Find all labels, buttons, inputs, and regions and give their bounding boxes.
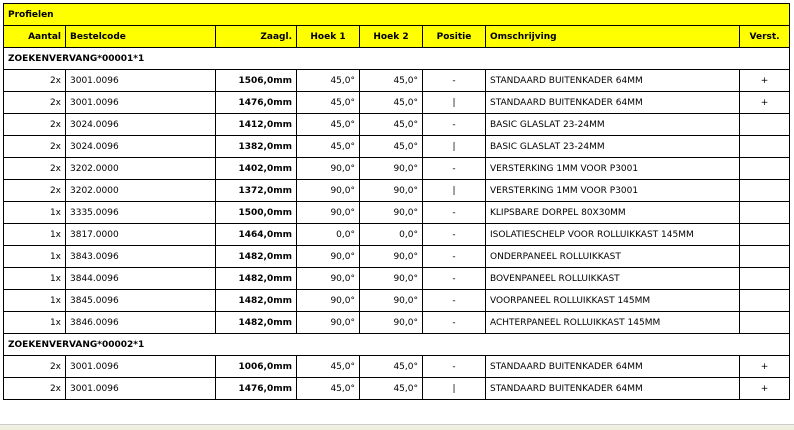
cell-positie: - [423,312,486,334]
cell-positie: - [423,158,486,180]
cell-omschrijving: STANDAARD BUITENKADER 64MM [486,356,740,378]
cell-hoek2: 90,0° [360,268,423,290]
cell-hoek2: 90,0° [360,180,423,202]
cell-versterking: + [740,356,790,378]
table-row[interactable] [4,246,790,268]
cell-hoek1: 45,0° [297,378,360,400]
cell-hoek1: 90,0° [297,290,360,312]
cell-positie: | [423,92,486,114]
cell-positie: | [423,136,486,158]
table-row[interactable] [4,224,790,246]
col-header-zaagl[interactable]: Zaagl. [216,26,297,48]
cell-versterking [740,158,790,180]
cell-aantal: 1x [4,202,66,224]
cell-bestelcode: 3001.0096 [66,70,216,92]
cell-aantal: 1x [4,268,66,290]
cell-hoek1: 45,0° [297,356,360,378]
cell-hoek2: 45,0° [360,70,423,92]
scroll-area-edge [0,424,794,430]
cell-aantal: 2x [4,356,66,378]
cell-zaaglengte: 1412,0mm [216,114,297,136]
cell-omschrijving: STANDAARD BUITENKADER 64MM [486,378,740,400]
group-row[interactable] [4,48,790,70]
cell-hoek2: 45,0° [360,378,423,400]
cell-hoek2: 90,0° [360,312,423,334]
cell-bestelcode: 3001.0096 [66,356,216,378]
cell-bestelcode: 3202.0000 [66,180,216,202]
cell-positie: - [423,268,486,290]
cell-hoek1: 90,0° [297,268,360,290]
table-row[interactable] [4,70,790,92]
cell-zaaglengte: 1382,0mm [216,136,297,158]
cell-versterking [740,246,790,268]
cell-hoek1: 45,0° [297,70,360,92]
table-row[interactable] [4,312,790,334]
cell-positie: - [423,246,486,268]
cell-aantal: 2x [4,92,66,114]
cell-bestelcode: 3843.0096 [66,246,216,268]
cell-hoek2: 45,0° [360,136,423,158]
cell-hoek2: 45,0° [360,92,423,114]
cell-versterking [740,180,790,202]
cell-zaaglengte: 1482,0mm [216,290,297,312]
cell-positie: - [423,224,486,246]
cell-aantal: 1x [4,246,66,268]
col-header-hoek2[interactable]: Hoek 2 [360,26,423,48]
cell-positie: - [423,290,486,312]
cell-zaaglengte: 1464,0mm [216,224,297,246]
cell-positie: - [423,114,486,136]
table-row[interactable] [4,378,790,400]
table-row[interactable] [4,268,790,290]
cell-versterking [740,290,790,312]
cell-omschrijving: ACHTERPANEEL ROLLUIKKAST 145MM [486,312,740,334]
cell-hoek2: 45,0° [360,356,423,378]
col-header-positie[interactable]: Positie [423,26,486,48]
title-bar [4,4,790,26]
cell-omschrijving: STANDAARD BUITENKADER 64MM [486,70,740,92]
cell-bestelcode: 3845.0096 [66,290,216,312]
table-row[interactable] [4,136,790,158]
cell-hoek1: 45,0° [297,114,360,136]
table-row[interactable] [4,180,790,202]
cell-zaaglengte: 1476,0mm [216,92,297,114]
cell-omschrijving: BOVENPANEEL ROLLUIKKAST [486,268,740,290]
table-row[interactable] [4,356,790,378]
cell-zaaglengte: 1476,0mm [216,378,297,400]
cell-hoek2: 90,0° [360,158,423,180]
profielen-table [3,3,790,400]
cell-hoek1: 90,0° [297,202,360,224]
cell-hoek1: 0,0° [297,224,360,246]
cell-zaaglengte: 1402,0mm [216,158,297,180]
col-header-bestelcode[interactable]: Bestelcode [66,26,216,48]
cell-bestelcode: 3001.0096 [66,378,216,400]
table-row[interactable] [4,202,790,224]
cell-aantal: 2x [4,378,66,400]
cell-hoek2: 90,0° [360,202,423,224]
cell-omschrijving: STANDAARD BUITENKADER 64MM [486,92,740,114]
cell-omschrijving: KLIPSBARE DORPEL 80X30MM [486,202,740,224]
cell-omschrijving: BASIC GLASLAT 23-24MM [486,114,740,136]
group-name: ZOEKENVERVANG*00001*1 [4,48,790,70]
col-header-aantal[interactable]: Aantal [4,26,66,48]
cell-zaaglengte: 1372,0mm [216,180,297,202]
cell-hoek2: 90,0° [360,290,423,312]
cell-zaaglengte: 1482,0mm [216,312,297,334]
cell-aantal: 1x [4,224,66,246]
cell-aantal: 2x [4,136,66,158]
cell-hoek1: 90,0° [297,246,360,268]
cell-hoek1: 45,0° [297,92,360,114]
cell-versterking [740,312,790,334]
cell-omschrijving: ONDERPANEEL ROLLUIKKAST [486,246,740,268]
cell-omschrijving: BASIC GLASLAT 23-24MM [486,136,740,158]
cell-positie: | [423,180,486,202]
cell-bestelcode: 3024.0096 [66,136,216,158]
table-row[interactable] [4,290,790,312]
col-header-omschrijving[interactable]: Omschrijving [486,26,740,48]
cell-positie: - [423,356,486,378]
cell-aantal: 1x [4,312,66,334]
cell-bestelcode: 3817.0000 [66,224,216,246]
cell-hoek1: 90,0° [297,312,360,334]
cell-hoek2: 45,0° [360,114,423,136]
header-row [4,26,790,48]
cell-bestelcode: 3001.0096 [66,92,216,114]
cell-aantal: 2x [4,158,66,180]
cell-versterking [740,268,790,290]
cell-positie: - [423,70,486,92]
cell-versterking: + [740,378,790,400]
cell-versterking [740,202,790,224]
cell-hoek1: 45,0° [297,136,360,158]
cell-zaaglengte: 1482,0mm [216,268,297,290]
cell-aantal: 2x [4,180,66,202]
cell-versterking [740,224,790,246]
cell-bestelcode: 3202.0000 [66,158,216,180]
cell-versterking [740,136,790,158]
cell-hoek1: 90,0° [297,158,360,180]
cell-versterking: + [740,70,790,92]
group-name: ZOEKENVERVANG*00002*1 [4,334,790,356]
cell-aantal: 2x [4,114,66,136]
cell-bestelcode: 3335.0096 [66,202,216,224]
cell-versterking: + [740,92,790,114]
cell-omschrijving: VERSTERKING 1MM VOOR P3001 [486,180,740,202]
col-header-hoek1[interactable]: Hoek 1 [297,26,360,48]
cell-bestelcode: 3024.0096 [66,114,216,136]
cell-omschrijving: VOORPANEEL ROLLUIKKAST 145MM [486,290,740,312]
cell-zaaglengte: 1506,0mm [216,70,297,92]
table-title: Profielen [4,4,790,26]
group-row[interactable] [4,334,790,356]
cell-positie: | [423,378,486,400]
cell-positie: - [423,202,486,224]
cell-hoek2: 0,0° [360,224,423,246]
cell-zaaglengte: 1482,0mm [216,246,297,268]
cell-omschrijving: VERSTERKING 1MM VOOR P3001 [486,158,740,180]
profielen-panel [3,3,789,400]
cell-hoek1: 90,0° [297,180,360,202]
table-row[interactable] [4,92,790,114]
cell-zaaglengte: 1006,0mm [216,356,297,378]
cell-zaaglengte: 1500,0mm [216,202,297,224]
table-row[interactable] [4,114,790,136]
cell-aantal: 2x [4,70,66,92]
cell-versterking [740,114,790,136]
cell-hoek2: 90,0° [360,246,423,268]
cell-bestelcode: 3844.0096 [66,268,216,290]
cell-aantal: 1x [4,290,66,312]
col-header-verst[interactable]: Verst. [740,26,790,48]
cell-omschrijving: ISOLATIESCHELP VOOR ROLLUIKKAST 145MM [486,224,740,246]
cell-bestelcode: 3846.0096 [66,312,216,334]
table-row[interactable] [4,158,790,180]
